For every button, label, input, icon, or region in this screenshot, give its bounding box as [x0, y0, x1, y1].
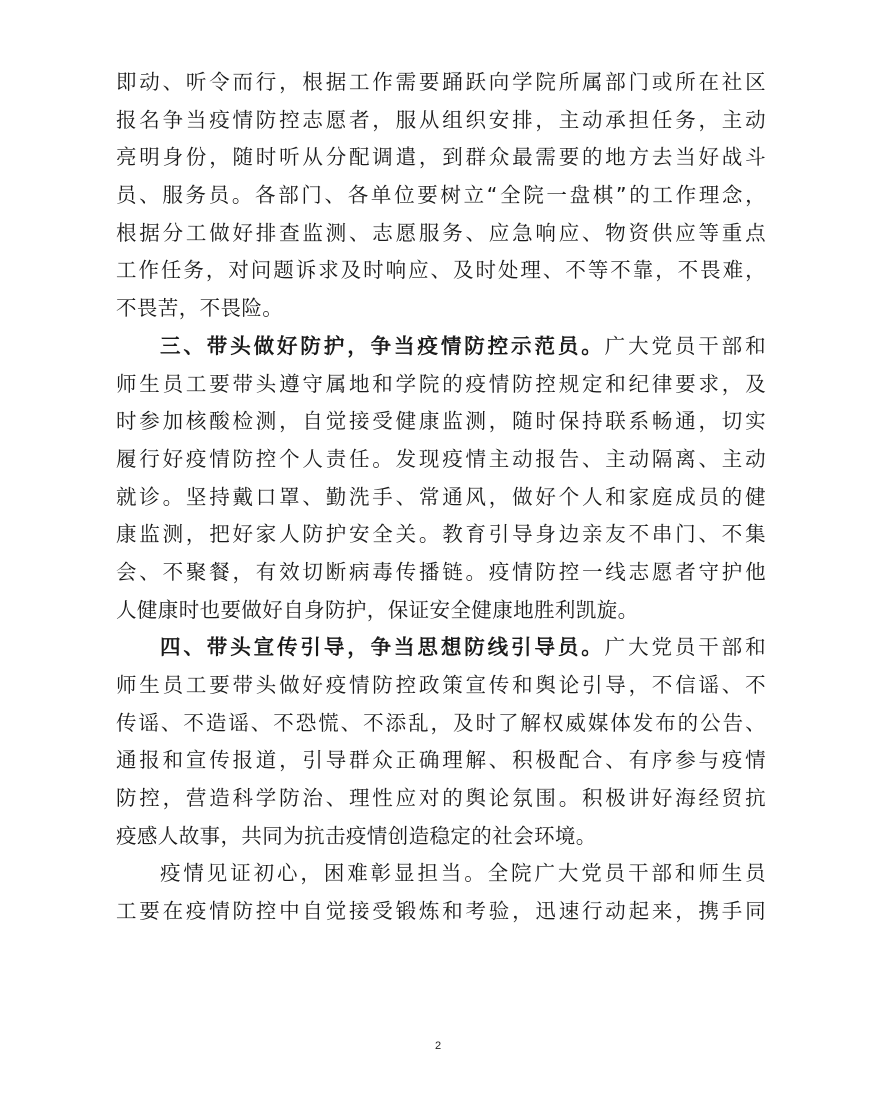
line-text: 员、服务员。各部门、各单位要树立“全院一盘棋”的工作理念，	[116, 183, 766, 208]
line-text: 即动、听令而行，根据工作需要踊跃向学院所属部门或所在社区	[116, 70, 766, 94]
text-line	[116, 705, 766, 743]
text-line	[116, 64, 766, 102]
text-line	[116, 893, 766, 931]
text-line	[116, 629, 766, 667]
text-line	[116, 855, 766, 893]
text-line	[116, 479, 766, 517]
text-line	[116, 780, 766, 818]
line-text: 康监测，把好家人防护安全关。教育引导身边亲友不串门、不集	[116, 522, 766, 547]
text-line	[116, 818, 766, 856]
line-text: 传谣、不造谣、不恐慌、不添乱，及时了解权威媒体发布的公告、	[116, 710, 766, 735]
text-line	[116, 742, 766, 780]
line-text: 根据分工做好排查监测、志愿服务、应急响应、物资供应等重点	[116, 220, 766, 245]
section-heading: 四、带头宣传引导，争当思想防线引导员。	[160, 635, 605, 660]
text-line	[116, 252, 766, 290]
line-text: 广大党员干部和	[604, 635, 766, 660]
line-text: 疫感人故事，共同为抗击疫情创造稳定的社会环境。	[116, 823, 597, 848]
text-line	[116, 215, 766, 253]
line-text: 广大党员干部和	[604, 333, 766, 358]
text-line	[116, 102, 766, 140]
text-line	[116, 441, 766, 479]
page-number: 2	[434, 1040, 442, 1052]
body-text	[116, 64, 766, 931]
text-line	[116, 366, 766, 404]
section-heading: 三、带头做好防护，争当疫情防控示范员。	[160, 333, 605, 358]
text-line	[116, 667, 766, 705]
text-line	[116, 554, 766, 592]
line-text: 就诊。坚持戴口罩、勤洗手、常通风，做好个人和家庭成员的健	[116, 484, 766, 509]
text-line	[116, 328, 766, 366]
line-text: 师生员工要带头做好疫情防控政策宣传和舆论引导，不信谣、不	[116, 673, 766, 697]
line-text: 通报和宣传报道，引导群众正确理解、积极配合、有序参与疫情	[116, 748, 766, 773]
text-line	[116, 290, 766, 328]
line-text: 工要在疫情防控中自觉接受锻炼和考验，迅速行动起来，携手同	[116, 899, 766, 924]
line-text: 人健康时也要做好自身防护，保证安全健康地胜利凯旋。	[116, 597, 639, 622]
line-text: 履行好疫情防控个人责任。发现疫情主动报告、主动隔离、主动	[116, 446, 766, 471]
line-text: 防控，营造科学防治、理性应对的舆论氛围。积极讲好海经贸抗	[116, 786, 766, 811]
text-line	[116, 403, 766, 441]
text-line	[116, 592, 766, 630]
text-line	[116, 516, 766, 554]
line-text: 时参加核酸检测，自觉接受健康监测，随时保持联系畅通，切实	[116, 409, 766, 434]
text-line	[116, 139, 766, 177]
text-line	[116, 177, 766, 215]
line-text: 不畏苦，不畏险。	[116, 296, 284, 321]
line-text: 师生员工要带头遵守属地和学院的疫情防控规定和纪律要求，及	[116, 371, 766, 396]
line-text: 疫情见证初心，困难彰显担当。全院广大党员干部和师生员	[160, 861, 766, 886]
line-text: 工作任务，对问题诉求及时响应、及时处理、不等不靠，不畏难，	[116, 258, 766, 283]
line-text: 报名争当疫情防控志愿者，服从组织安排，主动承担任务，主动	[116, 107, 766, 132]
line-text: 亮明身份，随时听从分配调遣，到群众最需要的地方去当好战斗	[116, 145, 766, 170]
line-text: 会、不聚餐，有效切断病毒传播链。疫情防控一线志愿者守护他	[116, 559, 766, 584]
